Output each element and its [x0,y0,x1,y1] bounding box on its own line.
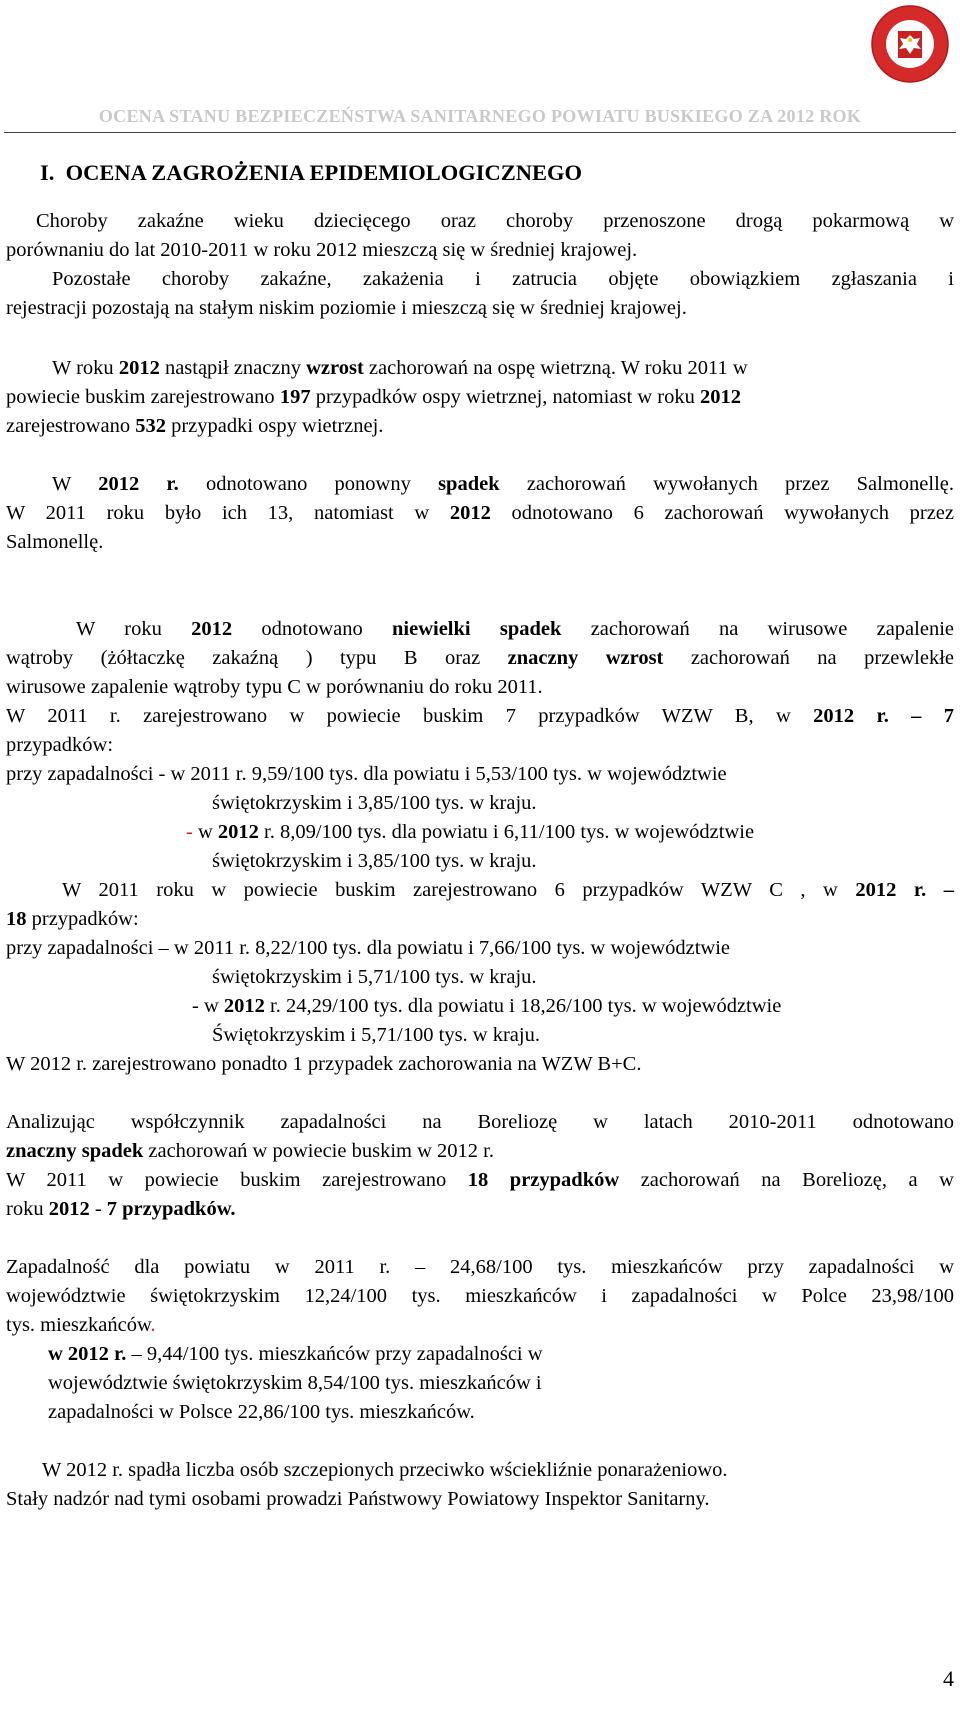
p4-line: przypadków: [6,734,114,756]
p4-line: - w 2012 r. 8,09/100 tys. dla powiatu i 6,11/100 tys. w województwie [186,821,755,843]
p6-line: województwie świętokrzyskim 8,54/100 tys. mieszkańców i [48,1372,542,1394]
p4-line: świętokrzyskim i 3,85/100 tys. w kraju. [212,850,537,872]
header-rule [4,132,956,133]
p2-line: W roku 2012 nastąpił znaczny wzrost zachorowań na ospę wietrzną. W roku 2011 w [52,357,748,379]
p2-line: powiecie buskim zarejestrowano 197 przypadków ospy wietrznej, natomiast w roku 2012 [6,386,741,408]
p4-line: W roku 2012 odnotowano niewielki spadek zachorowań na wirusowe zapalenie [76,618,954,640]
p4-line: 18 przypadków: [6,908,139,930]
p6-line: tys. mieszkańców. [6,1314,156,1336]
p4-line: przy zapadalności - w 2011 r. 9,59/100 tys. dla powiatu i 5,53/100 tys. w województwie [6,763,727,785]
p1-line: Pozostałe choroby zakaźne, zakażenia i zatrucia objęte obowiązkiem zgłaszania i [52,268,954,290]
section-number: I. [40,160,55,185]
p6-line: województwie świętokrzyskim 12,24/100 tys. mieszkańców i zapadalności w Polce 23,98/100 [6,1285,954,1307]
p3-line: W 2012 r. odnotowano ponowny spadek zachorowań wywołanych przez Salmonellę. [52,473,954,495]
p3-line: Salmonellę. [6,531,104,553]
p4-line: Świętokrzyskim i 5,71/100 tys. w kraju. [212,1024,540,1046]
section-heading [40,160,582,186]
p5-line: Analizując współczynnik zapadalności na Boreliozę w latach 2010-2011 odnotowano [6,1111,954,1133]
inspection-logo [870,4,950,84]
p1-line: Choroby zakaźne wieku dziecięcego oraz choroby przenoszone drogą pokarmową w [36,210,954,232]
running-header: OCENA STANU BEZPIECZEŃSTWA SANITARNEGO POWIATU BUSKIEGO ZA 2012 ROK [98,106,862,126]
p4-line: W 2011 r. zarejestrowano w powiecie buskim 7 przypadków WZW B, w 2012 r. – 7 [6,705,955,727]
p1-line: porównaniu do lat 2010-2011 w roku 2012 mieszczą się w średniej krajowej. [6,239,638,261]
eagle-emblem-icon [870,4,950,84]
p6-line: Zapadalność dla powiatu w 2011 r. – 24,68/100 tys. mieszkańców przy zapadalności w [6,1256,954,1278]
p4-line: W 2011 roku w powiecie buskim zarejestrowano 6 przypadków WZW C , w 2012 r. – [62,879,954,901]
p1-line: rejestracji pozostają na stałym niskim poziomie i mieszczą się w średniej krajowej. [6,297,687,319]
page-number: 4 [943,1666,954,1691]
p4-line: wirusowe zapalenie wątroby typu C w porównaniu do roku 2011. [6,676,543,698]
p4-line: W 2012 r. zarejestrowano ponadto 1 przypadek zachorowania na WZW B+C. [6,1053,642,1075]
p5-line: znaczny spadek zachorowań w powiecie buskim w 2012 r. [6,1140,494,1162]
p5-line: W 2011 w powiecie buskim zarejestrowano 18 przypadków zachorowań na Boreliozę, a w [6,1169,954,1191]
p7-line: W 2012 r. spadła liczba osób szczepionych przeciwko wściekliźnie ponarażeniowo. [42,1459,728,1481]
section-title: OCENA ZAGROŻENIA EPIDEMIOLOGICZNEGO [65,160,582,185]
p5-line: roku 2012 - 7 przypadków. [6,1198,236,1220]
list-dash: - [186,821,193,843]
p4-line: wątroby (żółtaczkę zakaźną ) typu B oraz znaczny wzrost zachorowań na przewlekłe [6,647,954,669]
p7-line: Stały nadzór nad tymi osobami prowadzi Państwowy Powiatowy Inspektor Sanitarny. [6,1488,710,1510]
p4-line: - w 2012 r. 24,29/100 tys. dla powiatu i 18,26/100 tys. w województwie [192,995,782,1017]
p6-line: w 2012 r. – 9,44/100 tys. mieszkańców przy zapadalności w [48,1343,543,1365]
p6-line: zapadalności w Polsce 22,86/100 tys. mieszkańców. [48,1401,475,1423]
p4-line: przy zapadalności – w 2011 r. 8,22/100 tys. dla powiatu i 7,66/100 tys. w województwie [6,937,731,959]
p3-line: W 2011 roku było ich 13, natomiast w 2012 odnotowano 6 zachorowań wywołanych przez [6,502,954,524]
p2-line: zarejestrowano 532 przypadki ospy wietrznej. [6,415,384,437]
p4-line: świętokrzyskim i 3,85/100 tys. w kraju. [212,792,537,814]
p4-line: świętokrzyskim i 5,71/100 tys. w kraju. [212,966,537,988]
